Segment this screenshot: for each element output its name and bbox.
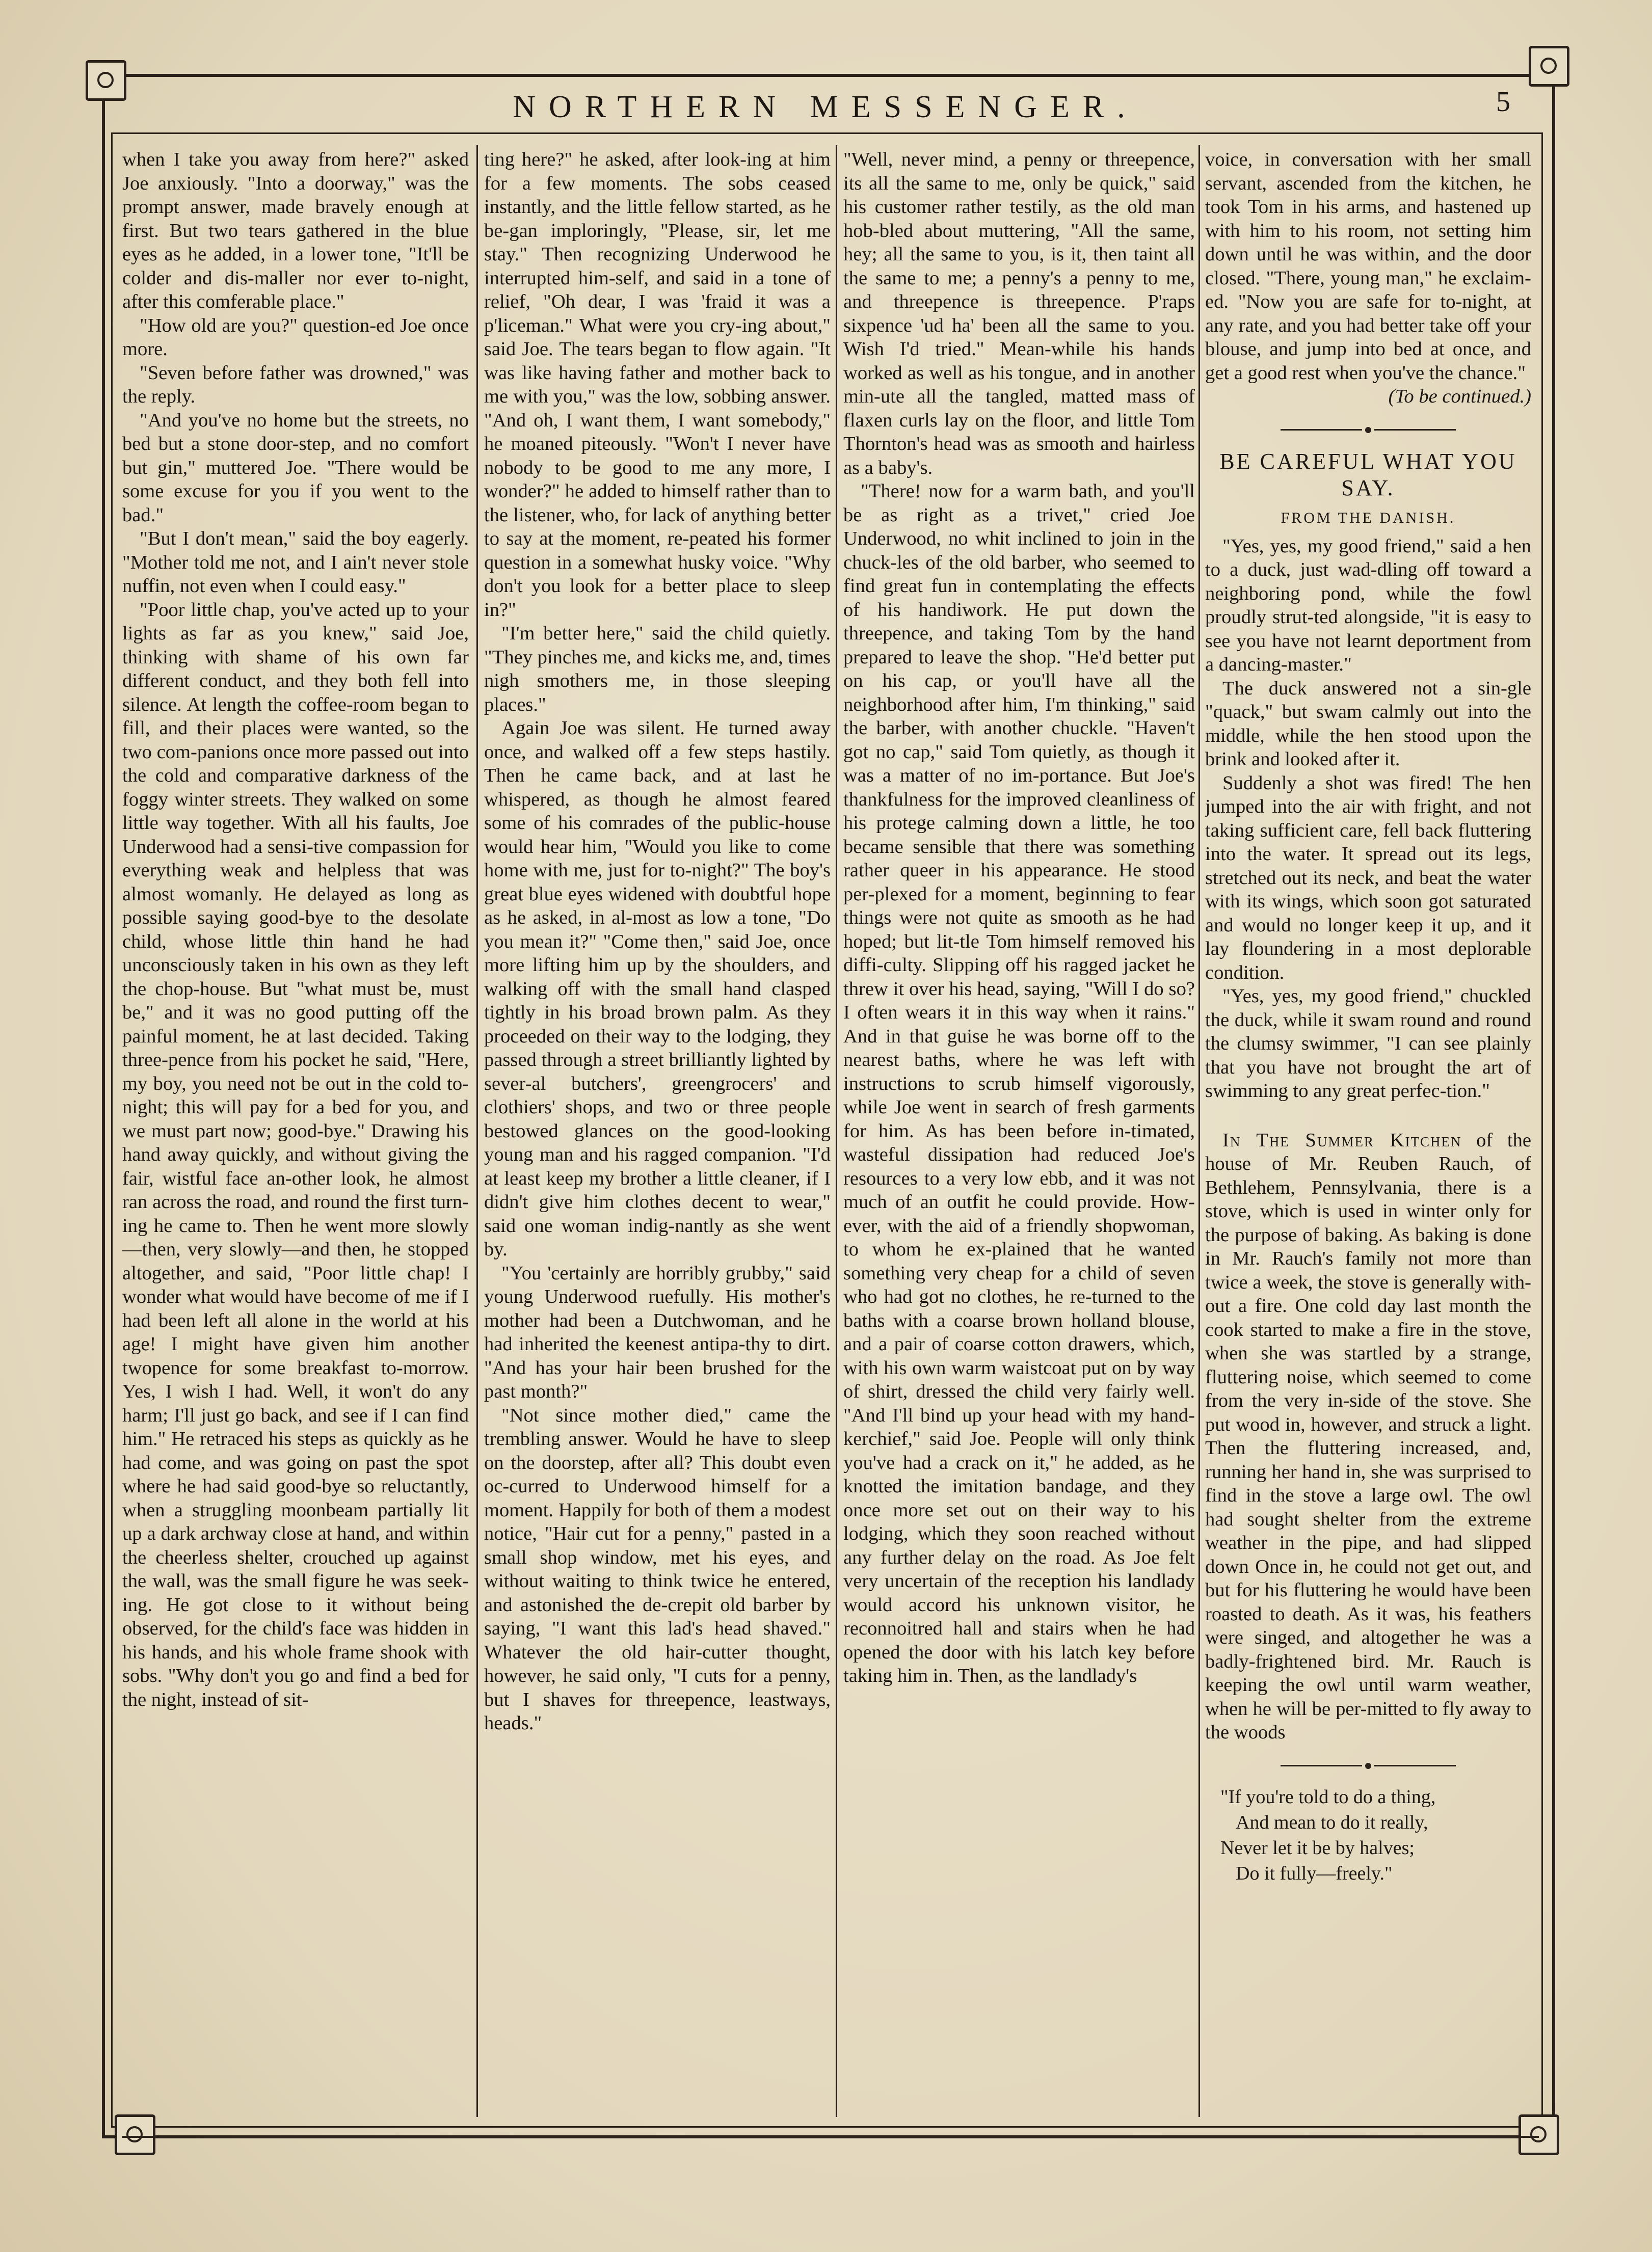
verse: [1205, 1784, 1531, 1886]
paragraph: when I take you away from here?" asked Joe anxiously. "Into a doorway," was the prompt answer, made bravely enough at first. But two tears gathered in the blue eyes as he added, in a lower tone, "It'll be colder and dis-maller nor ever to-night, after this comferable place.": [122, 149, 469, 312]
paragraph: Suddenly a shot was fired! The hen jumped into the air with fright, and not taking sufficient care, fell back fluttering into the water. It spread out its legs, stretched out its neck, and beat the water with its wings, which soon got saturated and would no longer keep it up, and it lay floundering in a most deplorable condition.: [1205, 772, 1531, 983]
paragraph: "Yes, yes, my good friend," chuckled the duck, while it swam round and round the clumsy swimmer, "I can see plainly that you have not brought the art of swimming to any great perfec-tion.": [1205, 985, 1531, 1102]
paragraph: "How old are you?" question-ed Joe once more.: [122, 314, 469, 360]
masthead: NORTHERN MESSENGER.: [513, 90, 1138, 124]
kitchen-body: of the house of Mr. Reuben Rauch, of Bethlehem, Pennsylvania, there is a stove, which is used in winter only for the purpose of baking. As baking is done in Mr. Rauch's family not more than twice a week, the stove is generally with-out a fire. One cold day last month the cook started to make a fire in the stove, when she was startled by a strange, fluttering noise, which seemed to come from the very in-side of the stove. She put wood in, however, and struck a light. Then the fluttering increased, and, running her hand in, she was surprised to find in the stove a large owl. The owl had sought shelter from the extreme weather in the pipe, and had slipped down Once in, he could not get out, and but for his fluttering he would have been roasted to death. As it was, his feathers were singed, and altogether he was a badly-frightened bird. Mr. Rauch is keeping the owl until warm weather, when he will be per-mitted to fly away to the woods: [1205, 1129, 1531, 1743]
verse-line: Never let it be by halves;: [1220, 1837, 1415, 1859]
paragraph: "I'm better here," said the child quietly. "They pinches me, and kicks me, and, times nigh smothers me, in those sleeping places.": [484, 623, 831, 715]
paragraph: "Well, never mind, a penny or threepence, its all the same to me, only be quick," said his customer rather testily, as the old man hob-bled about muttering, "All the same, hey; all the same to you, is it, then taint all the same to me; a penny's a penny to me, and threepence is threepence. P'raps sixpence 'ud ha' been all the same to you. Wish I'd tried." Mean-while his hands worked as well as his tongue, and in another min-ute all the tangled, matted mass of flaxen curls lay on the floor, and little Tom Thornton's head was as smooth and hairless as a baby's.: [843, 149, 1195, 478]
paragraph: "Not since mother died," came the trembling answer. Would he have to sleep on the doorstep, after all? This doubt even oc-curred to Underwood himself for a moment. Happily for both of them a modest notice, "Hair cut for a penny," pasted in a small shop window, met his eyes, and without waiting to think twice he entered, and astonished the de-crepit old barber by saying, "I want this lad's head shaved." Whatever the old hair-cutter thought, however, he said only, "I cuts for a penny, but I shaves for threepence, leastways, heads.": [484, 1404, 831, 1734]
paragraph: voice, in conversation with her small servant, ascended from the kitchen, he took Tom in his arms, and hastened up with him to his room, not setting him down until he was within, and the door closed. "There, young man," he exclaim-ed. "Now you are safe for to-night, at any rate, and you had better take off your blouse, and jump into bed at once, and get a good rest when you've the chance.": [1205, 149, 1531, 384]
column-1: [122, 148, 469, 2114]
column-rule: [836, 145, 837, 2117]
to-be-continued: (To be continued.): [1388, 386, 1531, 407]
verse-line: "If you're told to do a thing,: [1220, 1786, 1436, 1808]
paragraph: "Seven before father was drowned," was the reply.: [122, 362, 469, 407]
section-divider: [1205, 1753, 1531, 1777]
page-number: 5: [1496, 86, 1510, 118]
paragraph: ting here?" he asked, after look-ing at him for a few moments. The sobs ceased instantly, and the little fellow started, as he be-gan imploringly, "Please, sir, let me stay." Then recognizing Underwood he interrupted him-self, and said in a tone of relief, "Oh dear, I was 'fraid it was a p'liceman." What were you cry-ing about," said Joe. The tears began to flow again. "It was like having father and mother back to me with you," was the low, sobbing answer. "And oh, I want them, I want somebody," he moaned piteously. "Won't I never have nobody to be good to me any more, I wonder?" he added to himself rather than to the listener, who, for lack of anything better to say at the moment, re-peated his former question in a somewhat husky voice. "Why don't you look for a better place to sleep in?": [484, 149, 831, 621]
paragraph: "Poor little chap, you've acted up to your lights as far as you knew," said Joe, thinking with shame of his own far different conduct, and they both fell into silence. At length the coffee-room began to fill, and their places were wanted, so the two com-panions once more passed out into the cold and comparative darkness of the foggy winter streets. They walked on some little way together. With all his faults, Joe Underwood had a sensi-tive compassion for everything weak and helpless that was almost womanly. He delayed as long as possible saying good-bye to the desolate child, whose little thin hand he had unconsciously taken in his own as they left the chop-house. But "what must be, must be," and it was no good putting off the painful moment, he at last decided. Taking three-pence from his pocket he said, "Here, my boy, you need not be out in the cold to-night; this will pay for a bed for you, and we must part now; good-bye." Drawing his hand away quickly, and without giving the fair, wistful face an-other look, he almost ran across the road, and round the first turn-ing he came to. Then he went more slowly—then, very slowly—and then, he stopped altogether, and said, "Poor little chap! I wonder what would have become of me if I had been left all alone in the world at his age! I might have given him another twopence for some breakfast to-morrow. Yes, I wish I had. Well, it won't do any harm; I'll just go back, and see if I can find him." He retraced his steps as quickly as he had come, and was going on past the spot where he had said good-bye so reluctantly, when a struggling moonbeam partially lit up a dark archway close at hand, and within the cheerless shelter, crouched up against the wall, was the small figure he was seek-ing. He got close to it without being observed, for the child's face was hidden in his hands, and his whole frame shook with sobs. "Why don't you go and find a bed for the night, instead of sit-: [122, 599, 469, 1710]
paragraph: "And you've no home but the streets, no bed but a stone door-step, and no comfort but gin," muttered Joe. "There would be some excuse for you if you went to the bad.": [122, 409, 469, 526]
corner-ornament-bottom-left: [115, 2114, 155, 2155]
paragraph: "There! now for a warm bath, and you'll be as right as a trivet," cried Joe Underwood, no whit inclined to join in the chuck-les of the old barber, who seemed to find great fun in contemplating the effects of his handiwork. He put down the threepence, and taking Tom by the hand prepared to leave the shop. "He'd better put on his cap, or you'll have all the neighborhood after him, I'm thinking," said the barber, with another chuckle. "Haven't got no cap," said Tom quietly, as though it was a matter of no im-portance. But Joe's thankfulness for the improved cleanliness of his protege calming down a little, he too became sensible that there was something rather queer in his appearance. He stood per-plexed for a moment, beginning to fear things were not quite as smooth as he had hoped; but lit-tle Tom himself removed his diffi-culty. Slipping off his ragged jacket he threw it over his head, saying, "Will I do so? I often wears it in this way when it rains." And in that guise he was borne off to the nearest baths, where he was left with instructions to scrub himself vigorously, while Joe went in search of fresh garments for him. As has been before in-timated, wasteful dissipation had reduced Joe's resources to a very low ebb, and it was not much of an outfit he could provide. How-ever, with the aid of a friendly shopwoman, to whom he ex-plained that he wanted something very cheap for a child of seven who had got no clothes, he re-turned to the baths with a coarse brown holland blouse, and a pair of coarse cotton drawers, which, with his own warm waistcoat put on by way of shirt, dressed the child very fairly well. "And I'll bind up your head with my hand-kerchief," said Joe. People will only think you've had a crack on it," he added, as he knotted the imitation bandage, and they once more set out on their way to his lodging, which they soon reached without any further delay on the road. As Joe felt very uncertain of the reception his landlady would accord his unknown visitor, he reconnoitred hall and stairs when he had opened the door with his latch key before taking him in. Then, as the landlady's: [843, 480, 1195, 1686]
paragraph: [1205, 1129, 1531, 1745]
paragraph: The duck answered not a sin-gle "quack," but swam calmly out into the middle, while the hen stood upon the brink and looked after it.: [1205, 677, 1531, 770]
column-4: [1205, 148, 1531, 2114]
kitchen-lead: In The Summer Kitchen: [1222, 1129, 1462, 1151]
paragraph: "Yes, yes, my good friend," said a hen to a duck, just wad-dling off toward a neighboring pond, while the fowl proudly strut-ted alongside, "it is easy to see you have not learnt deportment from a dancing-master.": [1205, 535, 1531, 675]
column-rule: [476, 145, 478, 2117]
column-3: [843, 148, 1195, 2114]
corner-ornament-bottom-right: [1518, 2114, 1559, 2155]
verse-line: Do it fully—freely.": [1236, 1863, 1393, 1884]
paragraph: "You 'certainly are horribly grubby," said young Underwood ruefully. His mother's mother had been a Dutchwoman, and he had inherited the keenest antipa-thy to dirt. "And has your hair been brushed for the past month?": [484, 1262, 831, 1402]
paragraph: "But I don't mean," said the boy eagerly. "Mother told me not, and I ain't never stole nuffin, not even when I could easy.": [122, 528, 469, 597]
column-rule: [1198, 145, 1200, 2117]
fable-source: FROM THE DANISH.: [1281, 510, 1456, 526]
corner-ornament-top-right: [1529, 46, 1569, 87]
footer-rule: [122, 2136, 1539, 2138]
section-divider: [1205, 417, 1531, 441]
fable-title: BE CAREFUL WHAT YOU SAY.: [1219, 449, 1517, 500]
verse-line: And mean to do it really,: [1236, 1812, 1428, 1833]
column-2: [484, 148, 831, 2114]
paragraph: Again Joe was silent. He turned away once, and walked off a few steps hastily. Then he came back, and at last he whispered, as though he almost feared some of his comrades of the public-house would hear him, "Would you like to come home with me, just for to-night?" The boy's great blue eyes widened with doubtful hope as he asked, in al-most as low a tone, "Do you mean it?" "Come then," said Joe, once more lifting him up by the shoulders, and walking off with the small hand clasped tightly in his broad brown palm. As they proceeded on their way to the lodging, they passed through a street brilliantly lighted by sever-al butchers', greengrocers' and clothiers' shops, and two or three people bestowed glances on the good-looking young man and his ragged companion. "I'd at least keep my brother a little cleaner, if I didn't give him clothes decent to wear," said one woman indig-nantly as she went by.: [484, 717, 831, 1260]
